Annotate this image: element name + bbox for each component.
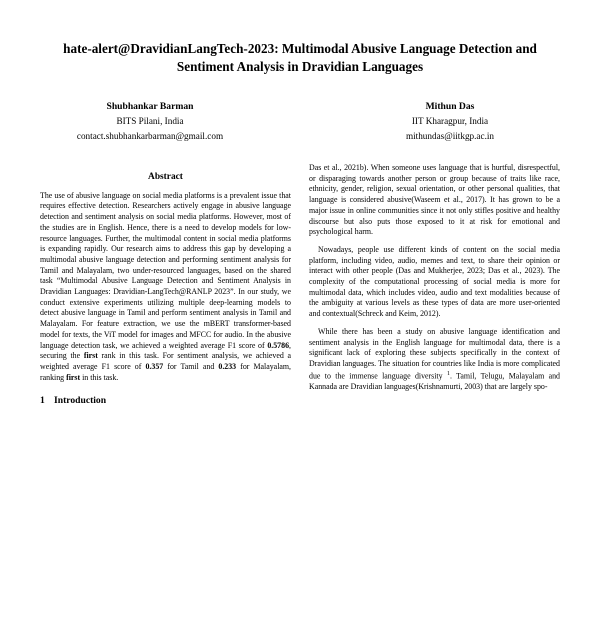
abstract-heading: Abstract — [148, 171, 183, 182]
right-column — [309, 163, 560, 412]
author-email[interactable]: contact.shubhankarbarman@gmail.com — [76, 130, 224, 141]
author-affiliation: BITS Pilani, India — [116, 116, 184, 127]
body-columns — [40, 163, 560, 412]
body-paragraph: Nowadays, people use different kinds of content on the social media platform, including video, audio, memes and text, to share their opinion or interact with other people (Das and Mukherjee, 2023; Das et al., 2023). The complexity of the computational processing of social media is more for multimodal data, which includes video, audio and text modalities because of the ambiguity at various levels as these types of data are more user-oriented and contextual(Schreck and Keim, 2012). — [309, 244, 560, 319]
left-column — [40, 163, 291, 412]
author-list — [0, 100, 600, 143]
footnote-marker: 1 — [446, 370, 450, 377]
body-paragraph: While there has been a study on abusive language identification and sentiment analysis in the English language for multimodal data, there is a significant lack of exploring these subjects specifically in the context of Dravidian languages. The situation for countries like India is more complicated due to the immense language diversity $^1$. Tamil, Telugu, Malayalam and Kannada are Dravidian languages(Krishnamurti, 2003) that are largely spo- — [309, 326, 560, 391]
section-number: 1 — [40, 395, 45, 407]
author-email[interactable]: mithundas@iitkgp.ac.in — [405, 130, 495, 141]
paper-page — [0, 40, 600, 640]
body-paragraph: Das et al., 2021b). When someone uses language that is hurtful, disrespectful, or disparaging towards another person or group because of traits like race, ethnicity, gender, religion, sexual orientation, or other personal qualities, that language is considered abusive(Waseem et al., 2017). It has grown to be a major issue in online communities since it not only stifles positive and healthy discourse but also puts those exposed to it at risk for emotional and psychological harm. — [309, 162, 560, 237]
abstract-text: The use of abusive language on social media platforms is a prevalent issue that requires effective detection. Researchers actively engage in abusive language detection and sentiment analysis on social media platforms. However, most of the studies are in English. Hence, there is a need to develop models for low-resource languages. Further, the multimodal content in social media platforms is expanding rapidly. Our research aims to address this gap by developing a multimodal abusive language detection and performing sentiment analysis for Tamil and Malayalam, two under-resourced languages, based on the shared task “Multimodal Abusive Language Detection and Sentiment Analysis in Dravidian Languages: Dravidian-LangTech@RANLP 2023”. In our study, we conduct extensive experiments utilizing multiple deep-learning models to detect abusive language in Tamil and perform sentiment analysis in Tamil and Malayalam. For feature extraction, we use the mBERT transformer-based model for texts, the ViT model for images and MFCC for audio. In the abusive language detection task, we achieved a weighted average F1 score of 0.5786, securing the first rank in this task. For sentiment analysis, we achieved a weighted average F1 score of 0.357 for Tamil and 0.233 for Malayalam, ranking first in this task. — [40, 190, 291, 382]
author-name: Shubhankar Barman — [106, 100, 194, 112]
author-name: Mithun Das — [425, 100, 475, 112]
page-title: hate-alert@DravidianLangTech-2023: Multimodal Abusive Language Detection and Sentiment Analysis in Dravidian Languages — [63, 41, 537, 74]
section-heading-introduction — [40, 395, 291, 408]
author-affiliation: IIT Kharagpur, India — [411, 116, 489, 127]
section-title: Introduction — [54, 395, 107, 407]
author-entry — [300, 100, 600, 143]
author-entry — [0, 100, 300, 143]
